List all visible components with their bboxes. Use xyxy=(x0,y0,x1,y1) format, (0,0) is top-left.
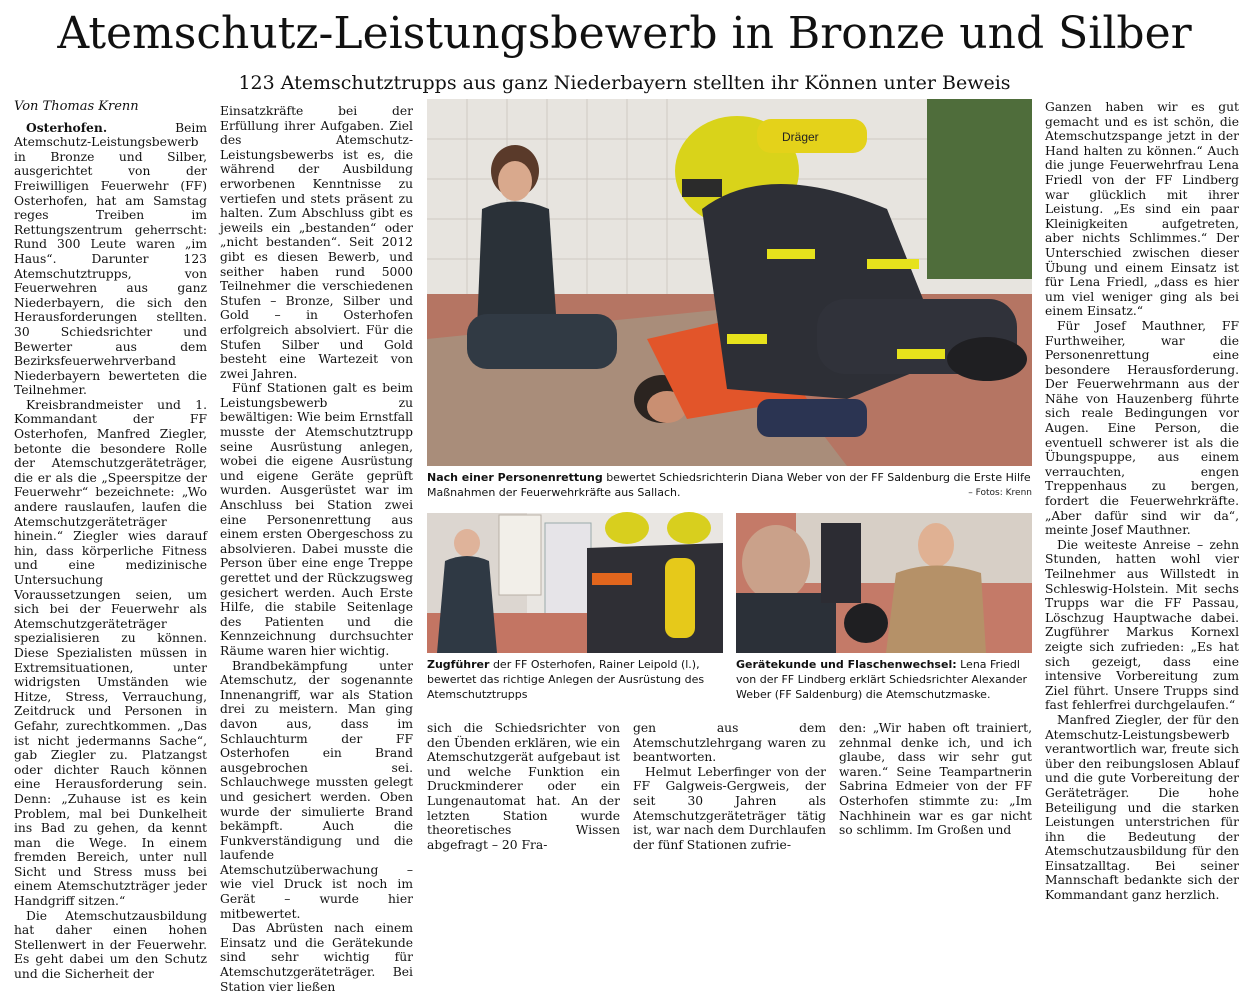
paragraph: Kreisbrandmeister und 1. Kommandant der FF Osterhofen, Manfred Ziegler, betonte die besondere Rolle der Atemschutzgeräteträger, die er als die „Speerspitze der Feuerwehr“ bezeichnete: „Wo andere rauslaufen, laufen die Atemschutzgeräteträger hinein.“ Ziegler wies darauf hin, dass körperliche Fitness und eine medizinische Untersuchung Voraussetzungen seien, um sich bei der Feuerwehr als Atemschutzgeräteträger spezialisieren zu können. Diese Spezialisten müssen in Extremsituationen, unter widrigsten Umständen wie Hitze, Stress, Verrauchung, Zeitdruck und Personen in Gefahr, zurechtkommen. „Das ist nicht jedermanns Sache“, gab Ziegler zu. Platzangst oder dichter Rauch können eine Herausforderung sein. Denn: „Zuhause ist es kein Problem, mal bei Dunkelheit ins Bad zu gehen, da kennt man die Wege. In einem fremden Bereich, unter null Sicht und Stress muss bei einem Atemschutzträger jeder Handgriff sitzen.“ xyxy=(14,397,207,909)
paragraph-text: Beim Atemschutz-Leistungsbewerb in Bronze und Silber, ausgerichtet von der Freiwilligen Feuerwehr (FF) Osterhofen, hat am Samstag reges Treiben im Rettungszentrum geherrscht: Rund 300 Leute waren „im Haus“. Darunter 123 Atemschutztrupps, von Feuerwehren aus ganz Niederbayern, die sich den Herausforderungen stellten. 30 Schiedsrichter und Bewerter aus dem Bezirksfeuerwehrverband Niederbayern bewerteten die Teilnehmer. xyxy=(14,120,207,398)
paragraph: gen aus dem Atemschutzlehrgang waren zu beantworten. xyxy=(633,721,826,765)
caption-text: bewertet Schiedsrichterin Diana Weber von der FF Saldenburg die Erste Hilfe Maßnahmen der Feuerwehrkräfte aus Sallach. xyxy=(427,471,1031,499)
caption-text: der FF Osterhofen, Rainer Leipold (l.), bewertet das richtige Anlegen der Ausrüstung des Atemschutztrupps xyxy=(427,658,705,701)
dateline: Osterhofen. xyxy=(26,119,108,135)
paragraph: den: „Wir haben oft trainiert, zehnmal denke ich, und ich glaube, dass wir sehr gut waren.“ Seine Teampartnerin Sabrina Edmeier von der FF Osterhofen stimmte zu: „Im Nachhinein war es gar nicht so schlimm. Im Großen und xyxy=(839,721,1032,838)
paragraph: Ganzen haben wir es gut gemacht und es ist schön, die Atemschutzspange jetzt in der Hand halten zu können.“ Auch die junge Feuerwehrfrau Lena Friedl von der FF Lindberg war glücklich mit ihrer Leistung. „Es sind ein paar Kleinigkeiten aufgetreten, aber nichts Schlimmes.“ Der Unterschied zwischen dieser Übung und einem Einsatz ist für Lena Friedl, „dass es hier um viel weniger ging als bei einem Einsatz.“ xyxy=(1045,100,1239,319)
left-photo-caption xyxy=(427,657,723,702)
caption-bold: Nach einer Personenrettung xyxy=(427,471,603,484)
paragraph: Die weiteste Anreise – zehn Stunden, hatten wohl vier Teilnehmer aus Willstedt in Schleswig-Holstein. Mit sechs Trupps war die FF Passau, Löschzug Hauptwache dabei. Zugführer Markus Kornexl zeigte sich zufrieden: „Es hat sich gezeigt, dass eine intensive Vorbereitung zum Ziel führt. Unsere Trupps sind fast fehlerfrei durchgelaufen.“ xyxy=(1045,537,1239,713)
paragraph: Manfred Ziegler, der für den Atemschutz-Leistungsbewerb verantwortlich war, freute sich über den reibungslosen Ablauf und die gute Vorbereitung der Geräteträger. Die hohe Beteiligung und die starken Leistungen unterstrichen für ihn die Bedeutung der Atemschutzausbildung für den Einsatzalltag. Bei seiner Mannschaft bedankte sich der Kommandant ganz herzlich. xyxy=(1045,712,1239,903)
photo-credit: – Fotos: Krenn xyxy=(968,488,1032,498)
main-photo-caption xyxy=(427,470,1032,500)
equipment-check-illustration xyxy=(427,513,723,653)
paragraph: Einsatzkräfte bei der Erfüllung ihrer Aufgaben. Ziel des Atemschutz-Leistungsbewerbs ist es, die während der Ausbildung erworbenen Kenntnisse zu vertiefen und stets präsent zu halten. Zum Abschluss gibt es jeweils ein „bestanden“ oder „nicht bestanden“. Seit 2012 gibt es diesen Bewerb, und seither haben rund 5000 Teilnehmer die verschiedenen Stufen – Bronze, Silber und Gold – in Osterhofen erfolgreich absolviert. Für die Stufen Silber und Gold besteht eine Wartezeit von zwei Jahren. xyxy=(220,104,413,381)
article-column-1 xyxy=(14,99,207,982)
subheadline: 123 Atemschutztrupps aus ganz Niederbayern stellten ihr Können unter Beweis xyxy=(238,72,1011,94)
main-photo xyxy=(427,99,1032,466)
paragraph: Das Abrüsten nach einem Einsatz und die Gerätekunde sind sehr wichtig für Atemschutzgeräteträger. Bei Station vier ließen xyxy=(220,921,413,994)
mask-explanation-illustration xyxy=(736,513,1032,653)
paragraph: Brandbekämpfung unter Atemschutz, der sogenannte Innenangriff, war als Station drei zu meistern. Man ging davon aus, dass im Schlauchturm der FF Osterhofen ein Brand ausgebrochen sei. Schlauchwege mussten gelegt und gesichert werden. Oben wurde der simulierte Brand bekämpft. Auch die Funkverständigung und die laufende Atemschutzüberwachung – wie viel Druck ist noch im Gerät – wurde hier mitbewertet. xyxy=(220,658,413,921)
right-photo xyxy=(736,513,1032,653)
article-column-2 xyxy=(220,104,413,994)
paragraph: sich die Schiedsrichter von den Übenden erklären, wie ein Atemschutzgerät aufgebaut ist und welche Funktion ein Druckminderer oder ein Lungenautomat hat. An der letzten Station wurde theoretisches Wissen abgefragt – 20 Fra- xyxy=(427,721,620,852)
caption-text: Lena Friedl von der FF Lindberg erklärt Schiedsrichter Alexander Weber (FF Saldenburg) die Atemschutzmaske. xyxy=(736,658,1028,701)
article-column-4 xyxy=(633,721,826,852)
caption-bold: Zugführer xyxy=(427,658,490,671)
paragraph xyxy=(14,121,207,398)
rescue-scene-illustration xyxy=(427,99,1032,466)
paragraph: Die Atemschutzausbildung hat daher einen hohen Stellenwert in der Feuerwehr. Es geht dabei um den Schutz und die Sicherheit der xyxy=(14,908,207,982)
headline: Atemschutz-Leistungsbewerb in Bronze und Silber xyxy=(57,8,1192,59)
paragraph: Helmut Leberfinger von der FF Galgweis-Gergweis, der seit 30 Jahren als Atemschutzgeräteträger tätig ist, war nach dem Durchlaufen der fünf Stationen zufrie- xyxy=(633,764,826,852)
caption-bold: Gerätekunde und Flaschenwechsel: xyxy=(736,658,957,671)
cylinder-brand-label: Dräger xyxy=(782,130,819,144)
article-column-3 xyxy=(427,721,620,852)
left-photo xyxy=(427,513,723,653)
article-column-6 xyxy=(1045,100,1239,903)
article-column-5 xyxy=(839,721,1032,838)
paragraph: Für Josef Mauthner, FF Furthweiher, war die Personenrettung eine besondere Herausforderung. Der Feuerwehrmann aus der Nähe von Hauzenberg führte sich reale Bedingungen vor Augen. Eine Person, die eventuell schwerer ist als die Übungspuppe, aus einem verrauchten, engen Treppenhaus zu bergen, fordert die Feuerwehrkräfte. „Aber dafür sind wir da“, meinte Josef Mauthner. xyxy=(1045,318,1239,538)
right-photo-caption xyxy=(736,657,1032,702)
paragraph: Fünf Stationen galt es beim Leistungsbewerb zu bewältigen: Wie beim Ernstfall musste der Atemschutztrupp seine Ausrüstung anlegen, wobei die eigene Ausrüstung und eigene Geräte geprüft wurden. Ausgerüstet war im Anschluss bei Station zwei eine Personenrettung aus einem ersten Obergeschoss zu absolvieren. Dabei musste die Person über eine enge Treppe gerettet und der Rückzugsweg gesichert werden. Auch Erste Hilfe, die stabile Seitenlage des Patienten und die Kennzeichnung durchsuchter Räume waren hier wichtig. xyxy=(220,381,413,658)
byline: Von Thomas Krenn xyxy=(14,99,139,114)
